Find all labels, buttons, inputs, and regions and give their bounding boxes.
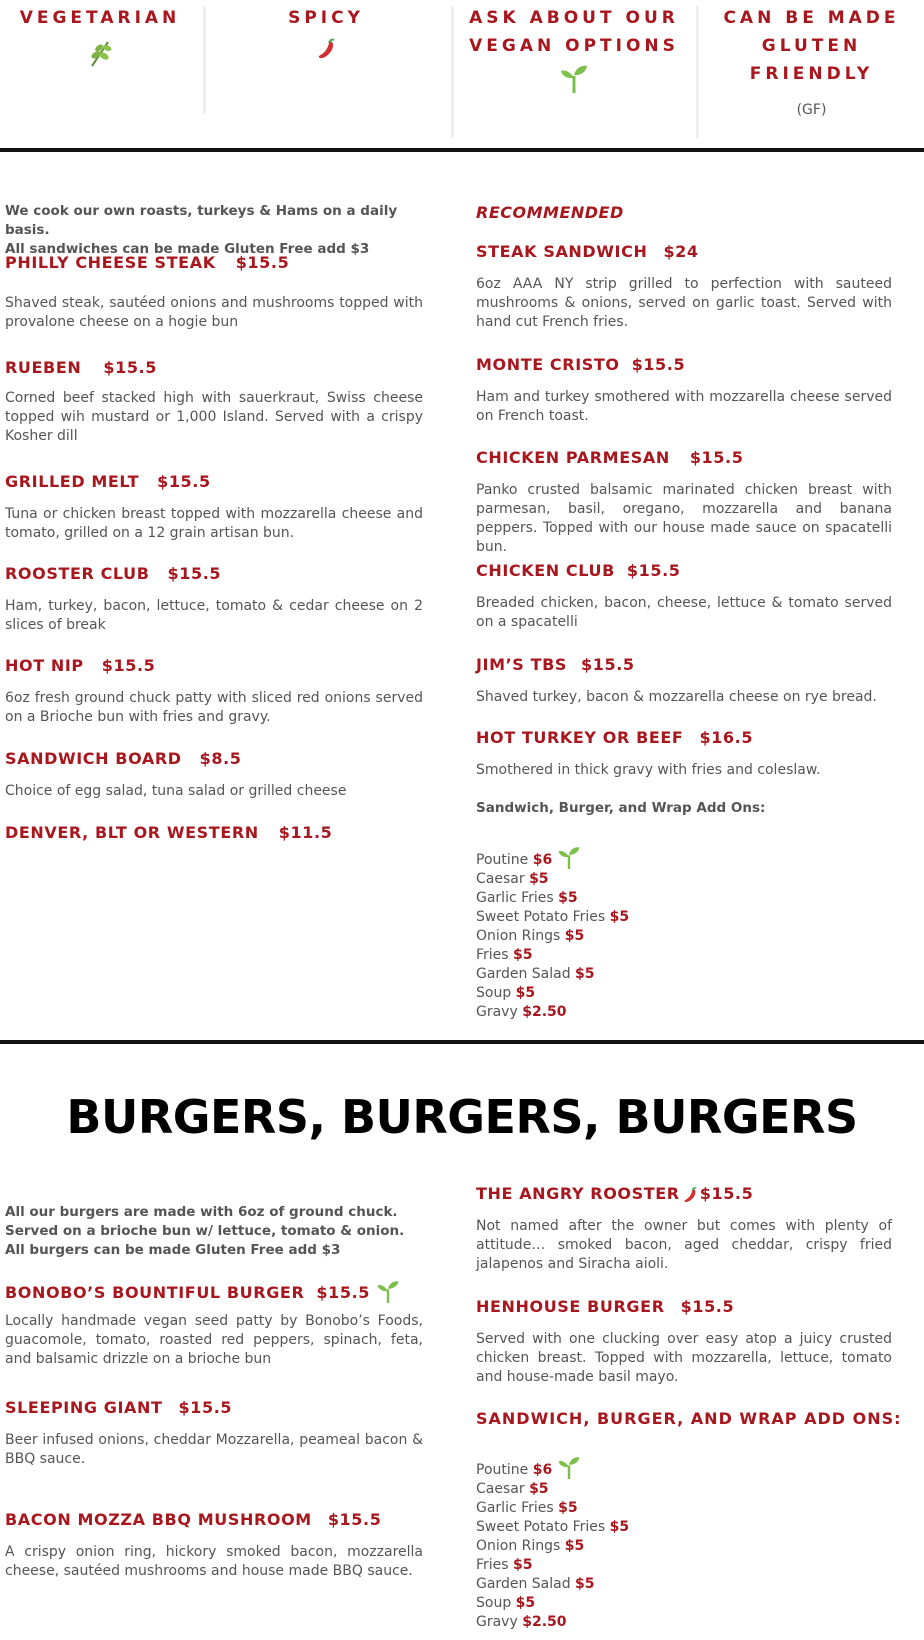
intro-line: All sandwiches can be made Gluten Free add $3 — [5, 241, 370, 257]
intro-line: All our burgers are made with 6oz of ground chuck. — [5, 1204, 398, 1220]
sprout-icon — [557, 852, 581, 868]
chili-pepper-icon — [206, 36, 446, 62]
sandwich-intro — [5, 202, 435, 259]
item-price: $15.5 — [631, 355, 686, 374]
section-divider — [0, 1040, 924, 1044]
addon-item: Sweet Potato Fries $5 — [476, 909, 630, 925]
herb-icon — [0, 38, 200, 68]
addon-item: Fries $5 — [476, 947, 533, 963]
menu-item — [5, 655, 423, 727]
item-name: HOT TURKEY OR BEEF — [476, 728, 684, 747]
intro-line: We cook our own roasts, turkeys & Hams on a daily basis. — [5, 203, 398, 238]
burger-intro — [5, 1203, 445, 1260]
addon-item: Garden Salad $5 — [476, 1576, 595, 1592]
item-name: CHICKEN PARMESAN — [476, 448, 670, 467]
menu-item — [5, 471, 423, 543]
item-price: $15.5 — [157, 472, 211, 491]
sprout-icon — [454, 62, 694, 94]
item-description: Ham, turkey, bacon, lettuce, tomato & cedar cheese on 2 slices of break — [5, 598, 423, 633]
menu-item — [5, 822, 423, 844]
item-description: Panko crusted balsamic marinated chicken breast with parmesan, basil, oregano, mozzarella and banana peppers. Topped with our house made sauce on spacatelli bun. — [476, 482, 892, 555]
addon-item: Garlic Fries $5 — [476, 1500, 578, 1516]
item-description: 6oz AAA NY strip grilled to perfection with sauteed mushrooms & onions, served on garlic toast. Served with hand cut French fries. — [476, 276, 892, 330]
item-description: A crispy onion ring, hickory smoked bacon, mozzarella cheese, sautéed mushrooms and house made BBQ sauce. — [5, 1544, 423, 1579]
addon-item: Sweet Potato Fries $5 — [476, 1519, 630, 1535]
item-price: $15.5 — [699, 1184, 754, 1203]
addons-list — [476, 1454, 629, 1632]
menu-item — [476, 241, 892, 332]
addon-item: Caesar $5 — [476, 871, 549, 887]
legend-title: CAN BE MADE — [723, 8, 900, 28]
item-description: Choice of egg salad, tuna salad or grilled cheese — [5, 783, 347, 799]
item-name: DENVER, BLT OR WESTERN — [5, 823, 259, 842]
intro-line: Served on a brioche bun w/ lettuce, tomato & onion. — [5, 1223, 405, 1239]
addon-item: Garlic Fries $5 — [476, 890, 578, 906]
addons-list — [476, 844, 629, 1022]
menu-item — [5, 252, 423, 332]
section-divider — [0, 148, 924, 152]
item-name: RUEBEN — [5, 358, 82, 377]
item-price: $11.5 — [278, 823, 333, 842]
menu-item — [5, 1278, 423, 1369]
addon-item: Onion Rings $5 — [476, 928, 585, 944]
item-name: SLEEPING GIANT — [5, 1398, 163, 1417]
item-name: MONTE CRISTO — [476, 355, 620, 374]
sprout-icon — [557, 1462, 581, 1478]
intro-line: All burgers can be made Gluten Free add $3 — [5, 1242, 341, 1258]
addon-item: Poutine $6 — [476, 1454, 629, 1480]
legend-gluten-friendly — [699, 0, 924, 146]
gf-note: (GF) — [796, 102, 827, 118]
burgers-heading: BURGERS, BURGERS, BURGERS — [66, 1090, 858, 1144]
item-description: Locally handmade vegan seed patty by Bonobo’s Foods, guacomole, tomato, roasted red peppers, spinach, feta, and balsamic drizzle on a brioche bun — [5, 1313, 423, 1367]
item-name: CHICKEN CLUB — [476, 561, 615, 580]
item-price: $8.5 — [199, 749, 242, 768]
addon-item: Onion Rings $5 — [476, 1538, 585, 1554]
item-name: JIM’S TBS — [476, 655, 568, 674]
sprout-icon — [376, 1283, 400, 1302]
legend-spicy — [206, 0, 446, 146]
legend-title: ASK ABOUT OUR — [469, 8, 679, 28]
legend-title: SPICY — [288, 8, 364, 28]
item-description: Beer infused onions, cheddar Mozzarella, peameal bacon & BBQ sauce. — [5, 1432, 423, 1467]
item-name: ROOSTER CLUB — [5, 564, 150, 583]
menu-item — [5, 563, 423, 635]
legend-title: VEGAN OPTIONS — [469, 36, 679, 56]
item-name: GRILLED MELT — [5, 472, 140, 491]
menu-item — [5, 1509, 423, 1581]
item-description: Shaved steak, sautéed onions and mushrooms topped with provalone cheese on a hogie bun — [5, 295, 423, 330]
item-price: $15.5 — [689, 448, 744, 467]
item-price: $15.5 — [581, 655, 635, 674]
legend-vegetarian — [0, 0, 200, 146]
item-description: 6oz fresh ground chuck patty with sliced red onions served on a Brioche bun with fries and gravy. — [5, 690, 423, 725]
menu-item — [5, 748, 423, 801]
item-price: $16.5 — [699, 728, 754, 747]
legend-vegan — [454, 0, 694, 146]
addons-title: SANDWICH, BURGER, AND WRAP ADD ONS: — [476, 1409, 902, 1428]
item-name: BONOBO’S BOUNTIFUL BURGER — [5, 1283, 305, 1302]
item-name: STEAK SANDWICH — [476, 242, 648, 261]
item-name: HOT NIP — [5, 656, 84, 675]
menu-item — [476, 447, 892, 557]
menu-item — [476, 354, 892, 426]
addon-item: Gravy $2.50 — [476, 1614, 567, 1630]
item-name: PHILLY CHEESE STEAK — [5, 253, 216, 272]
item-price: $15.5 — [167, 564, 222, 583]
addon-item: Soup $5 — [476, 1595, 536, 1611]
menu-item — [5, 357, 423, 446]
item-description: Not named after the owner but comes with plenty of attitude… smoked bacon, aged cheddar, crispy fried jalapenos and Siracha aioli. — [476, 1218, 892, 1272]
addon-item: Garden Salad $5 — [476, 966, 595, 982]
item-name: SANDWICH BOARD — [5, 749, 182, 768]
menu-item — [476, 1296, 892, 1387]
item-description: Tuna or chicken breast topped with mozzarella cheese and tomato, grilled on a 12 grain artisan bun. — [5, 506, 423, 541]
item-price: $15.5 — [626, 561, 681, 580]
item-description: Breaded chicken, bacon, cheese, lettuce & tomato served on a spacatelli — [476, 595, 892, 630]
item-price: $15.5 — [316, 1283, 370, 1302]
item-description: Smothered in thick gravy with fries and coleslaw. — [476, 762, 821, 778]
item-price: $15.5 — [101, 656, 156, 675]
item-price: $24 — [663, 242, 699, 261]
item-name: THE ANGRY ROOSTER — [476, 1184, 680, 1203]
recommended-label: RECOMMENDED — [476, 203, 624, 222]
legend-title: GLUTEN FRIENDLY — [749, 36, 874, 84]
item-price: $15.5 — [103, 358, 157, 377]
menu-item — [476, 727, 892, 780]
item-price: $15.5 — [235, 253, 290, 272]
menu-item — [476, 654, 892, 707]
addon-item: Fries $5 — [476, 1557, 533, 1573]
chili-pepper-icon — [680, 1184, 700, 1203]
item-name: BACON MOZZA BBQ MUSHROOM — [5, 1510, 312, 1529]
item-price: $15.5 — [327, 1510, 382, 1529]
legend-title: VEGETARIAN — [19, 8, 181, 28]
addon-item: Soup $5 — [476, 985, 536, 1001]
addon-item: Caesar $5 — [476, 1481, 549, 1497]
addon-item: Gravy $2.50 — [476, 1004, 567, 1020]
menu-item — [476, 1183, 892, 1274]
item-description: Ham and turkey smothered with mozzarella cheese served on French toast. — [476, 389, 892, 424]
addons-title: Sandwich, Burger, and Wrap Add Ons: — [476, 800, 766, 816]
menu-item — [476, 560, 892, 632]
addon-item: Poutine $6 — [476, 844, 629, 870]
item-price: $15.5 — [680, 1297, 735, 1316]
item-description: Shaved turkey, bacon & mozzarella cheese on rye bread. — [476, 689, 877, 705]
item-price: $15.5 — [178, 1398, 233, 1417]
menu-item — [5, 1397, 423, 1469]
dietary-legend — [0, 0, 924, 146]
item-name: HENHOUSE BURGER — [476, 1297, 665, 1316]
item-description: Corned beef stacked high with sauerkraut, Swiss cheese topped wih mustard or 1,000 Island. Served with a crispy Kosher dill — [5, 390, 423, 444]
item-description: Served with one clucking over easy atop a juicy crusted chicken breast. Topped with mozzarella, lettuce, tomato and house-made basil mayo. — [476, 1331, 892, 1385]
